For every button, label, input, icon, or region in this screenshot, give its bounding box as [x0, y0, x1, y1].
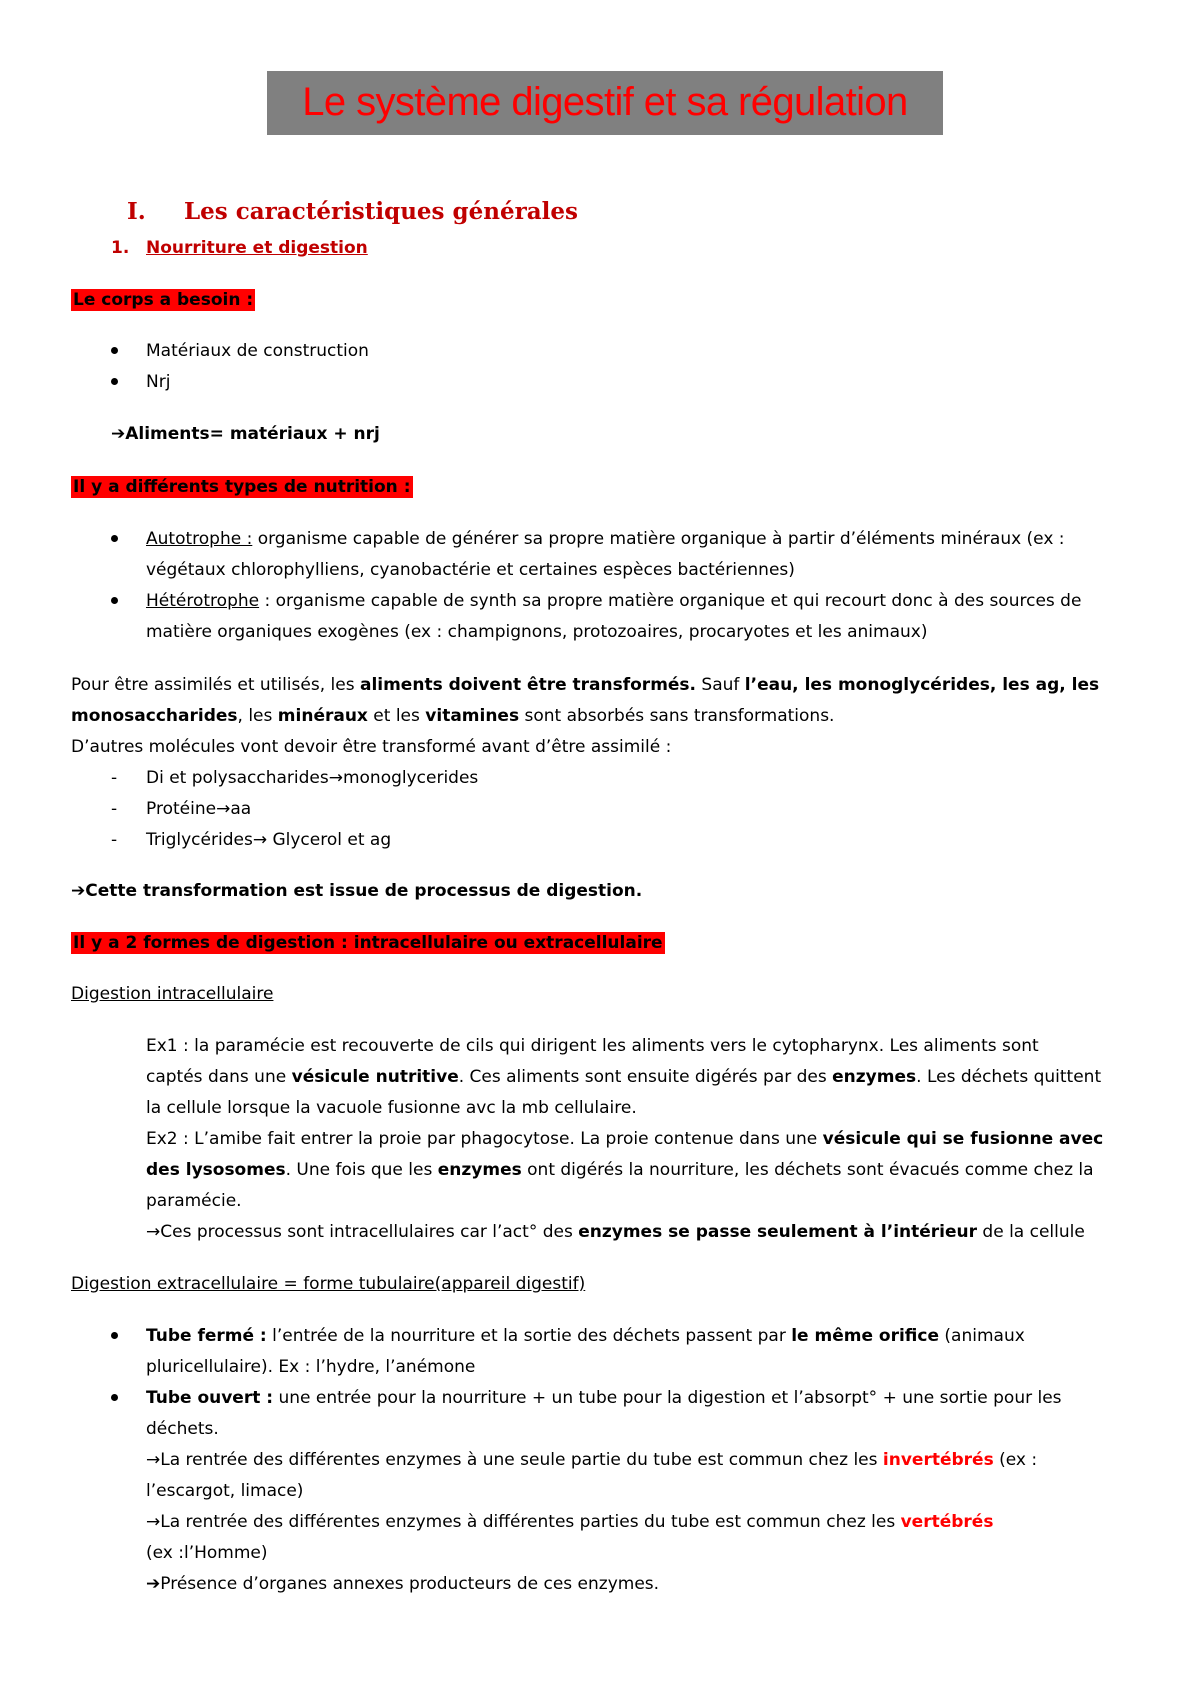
section-title: Les caractéristiques générales: [184, 198, 578, 225]
list-item: Di et polysaccharides→monoglycerides: [146, 768, 479, 788]
transform-p3: D’autres molécules vont devoir être transformé avant d’être assimilé :: [71, 737, 672, 757]
invertebrates-line1: →La rentrée des différentes enzymes à une seule partie du tube est commun chez les invertébrés (ex :: [146, 1450, 1038, 1470]
closed-tube-line1: Tube fermé : l’entrée de la nourriture et la sortie des déchets passent par le même orifice (animaux: [146, 1326, 1025, 1346]
arrow-icon: →: [146, 1512, 161, 1532]
nutrition-heading: Il y a différents types de nutrition :: [73, 477, 411, 497]
autotrophe-line1: Autotrophe : organisme capable de générer sa propre matière organique à partir d’éléments minéraux (ex :: [146, 529, 1065, 549]
bullet-icon: [111, 1332, 118, 1339]
ex2-line1: Ex2 : L’amibe fait entrer la proie par phagocytose. La proie contenue dans une vésicule qui se fusionne avec: [146, 1129, 1104, 1149]
ex1-line2: captés dans une vésicule nutritive. Ces aliments sont ensuite digérés par des enzymes. Les déchets quittent: [146, 1067, 1102, 1087]
ex2-line2: des lysosomes. Une fois que les enzymes ont digérés la nourriture, les déchets sont évacués comme chez la: [146, 1160, 1094, 1180]
transform-p2: monosaccharides, les minéraux et les vitamines sont absorbés sans transformations.: [71, 706, 835, 726]
page-title: Le système digestif et sa régulation: [302, 80, 908, 124]
list-dash: -: [111, 799, 118, 819]
vertebrates-line1: →La rentrée des différentes enzymes à différentes parties du tube est commun chez les vertébrés: [146, 1512, 994, 1532]
autotrophe-line2: végétaux chlorophylliens, cyanobactérie et certaines espèces bactériennes): [146, 560, 795, 580]
transform-p1: Pour être assimilés et utilisés, les aliments doivent être transformés. Sauf l’eau, les monoglycérides, les ag, les: [71, 675, 1100, 695]
heterotrophe-line2: matière organiques exogènes (ex : champignons, protozoaires, procaryotes et les animaux): [146, 622, 928, 642]
arrow-icon: ➔: [71, 881, 86, 901]
intra-title: Digestion intracellulaire: [71, 984, 274, 1004]
bullet-icon: [111, 535, 118, 542]
annex-organs: ➔Présence d’organes annexes producteurs de ces enzymes.: [146, 1574, 660, 1594]
arrow-icon: →: [328, 768, 343, 788]
open-tube-line1: Tube ouvert : une entrée pour la nourriture + un tube pour la digestion et l’absorpt° + une sortie pour les: [146, 1388, 1062, 1408]
heterotrophe-line1: Hétérotrophe : organisme capable de synth sa propre matière organique et qui recourt donc à des sources de: [146, 591, 1082, 611]
title-banner: [267, 71, 943, 135]
forms-heading: Il y a 2 formes de digestion : intracellulaire ou extracellulaire: [73, 933, 663, 953]
list-item: Triglycérides→ Glycerol et ag: [146, 830, 392, 850]
needs-conclusion: ➔Aliments= matériaux + nrj: [111, 424, 380, 444]
extra-title: Digestion extracellulaire = forme tubulaire(appareil digestif): [71, 1274, 586, 1294]
ex1-line1: Ex1 : la paramécie est recouverte de cils qui dirigent les aliments vers le cytopharynx. Les aliments sont: [146, 1036, 1039, 1056]
arrow-icon: →: [146, 1450, 161, 1470]
needs-item-materials: Matériaux de construction: [146, 341, 369, 361]
needs-item-energy: Nrj: [146, 372, 171, 392]
open-tube-line2: déchets.: [146, 1419, 219, 1439]
list-dash: -: [111, 768, 118, 788]
closed-tube-line2: pluricellulaire). Ex : l’hydre, l’anémone: [146, 1357, 476, 1377]
bullet-icon: [111, 347, 118, 354]
arrow-icon: ➔: [146, 1574, 161, 1594]
ex1-line3: la cellule lorsque la vacuole fusionne avc la mb cellulaire.: [146, 1098, 637, 1118]
list-item: Protéine→aa: [146, 799, 252, 819]
section-number: I.: [127, 198, 146, 225]
arrow-icon: ➔: [111, 424, 126, 444]
invertebrates-line2: l’escargot, limace): [146, 1481, 304, 1501]
ex2-line3: paramécie.: [146, 1191, 242, 1211]
arrow-icon: →: [216, 799, 231, 819]
arrow-icon: →: [252, 830, 268, 850]
bullet-icon: [111, 1394, 118, 1401]
subsection-title: Nourriture et digestion: [146, 238, 368, 258]
list-dash: -: [111, 830, 118, 850]
transform-conclusion: ➔Cette transformation est issue de processus de digestion.: [71, 881, 643, 901]
intra-conclusion: →Ces processus sont intracellulaires car l’act° des enzymes se passe seulement à l’intérieur de la cellule: [146, 1222, 1085, 1242]
arrow-icon: →: [146, 1222, 161, 1242]
vertebrates-line2: (ex :l’Homme): [146, 1543, 268, 1563]
bullet-icon: [111, 378, 118, 385]
needs-heading: Le corps a besoin :: [73, 290, 254, 310]
bullet-icon: [111, 597, 118, 604]
subsection-number: 1.: [111, 238, 130, 258]
